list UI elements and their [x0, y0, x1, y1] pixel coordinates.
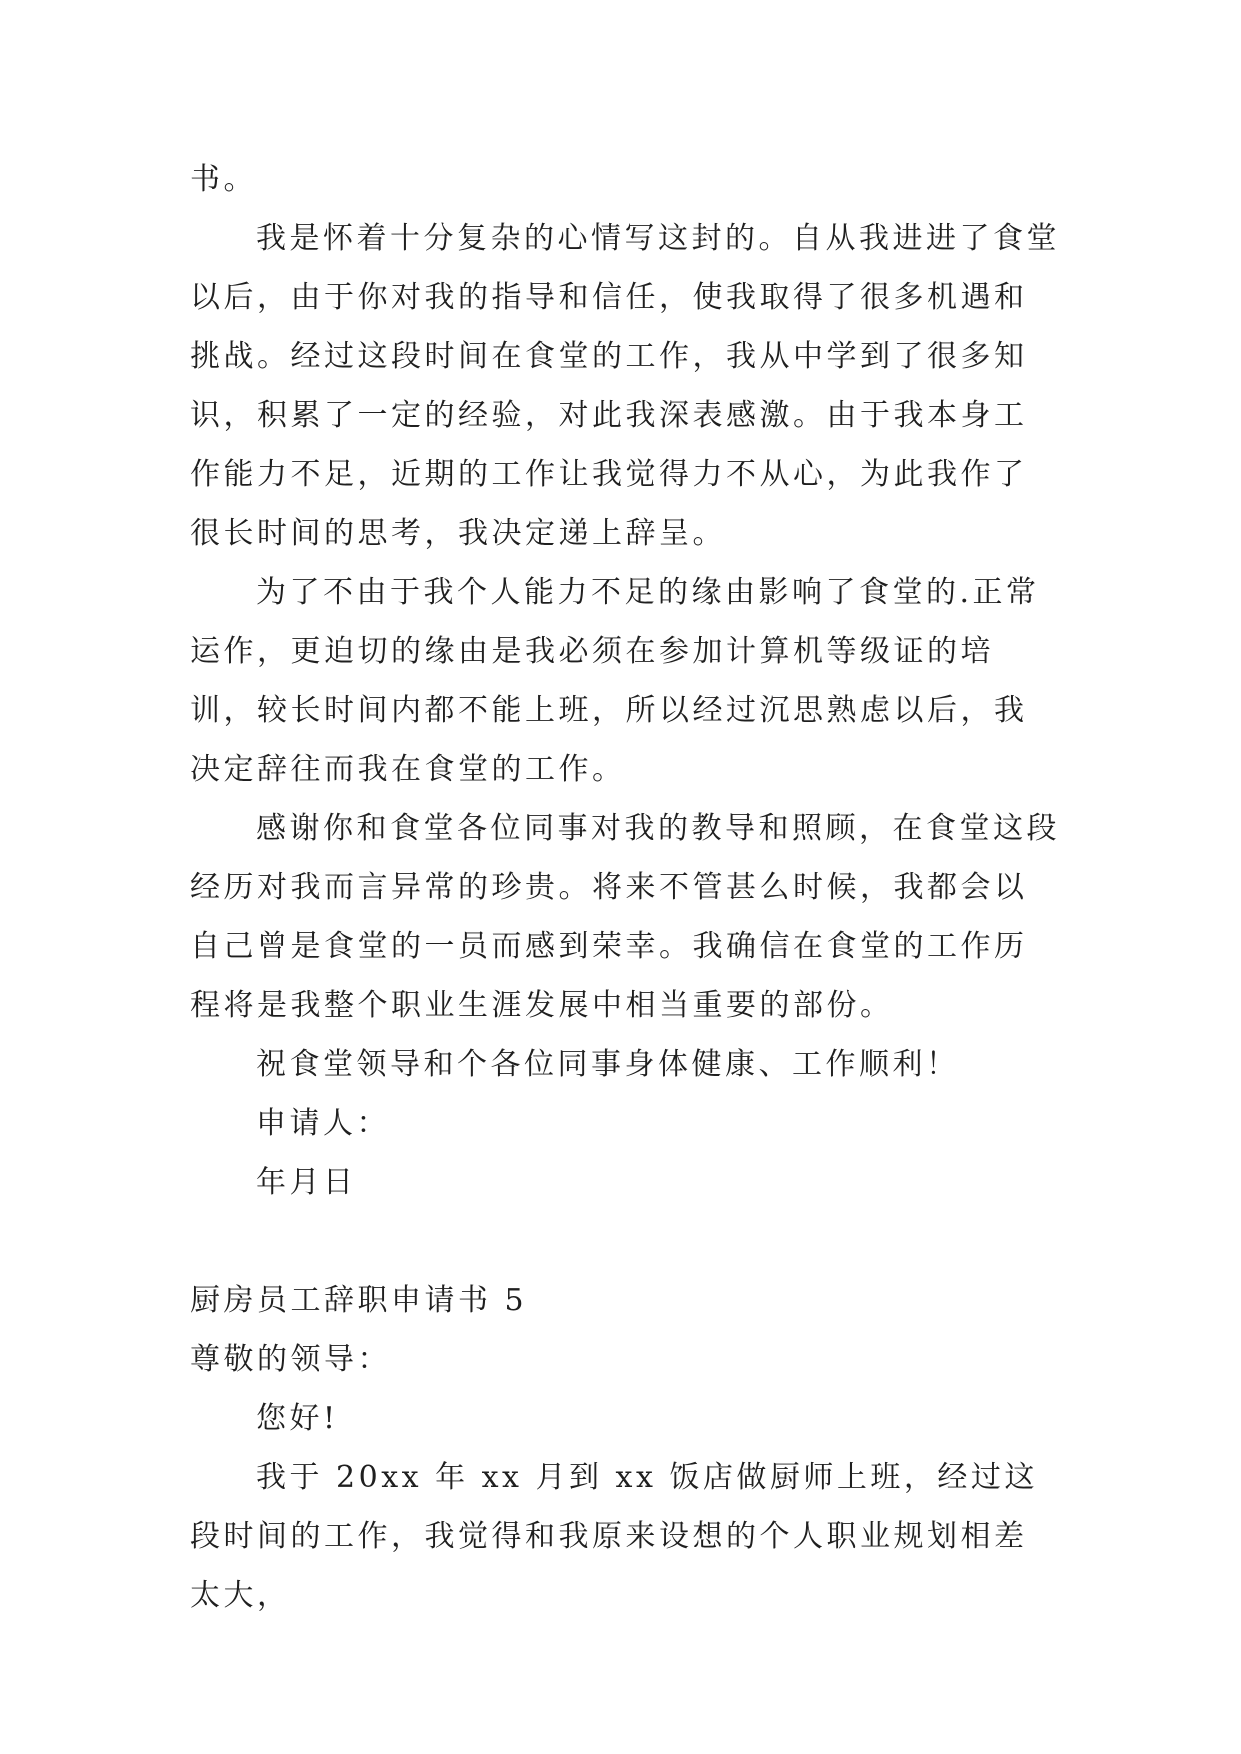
date-line: 年月日: [256, 1165, 357, 1200]
paragraph-intro: 我于 20xx 年 xx 月到 xx 饭店做厨师上班，经过这段时间的工作，我觉得和我原来设想的个人职业规划相差太大，: [190, 1460, 1038, 1613]
salutation: 尊敬的领导：: [190, 1342, 391, 1377]
blank-line: [190, 1212, 1060, 1271]
paragraph-gratitude-reason: 我是怀着十分复杂的心情写这封的。自从我进进了食堂以后，由于你对我的指导和信任，使我取得了很多机遇和挑战。经过这段时间在食堂的工作，我从中学到了很多知识，积累了一定的经验，对此我深表感激。由于我本身工作能力不足，近期的工作让我觉得力不从心，为此我作了很长时间的思考，我决定递上辞呈。: [190, 221, 1060, 551]
applicant-line: 申请人：: [256, 1106, 390, 1141]
text-line-continuation: 书。: [190, 162, 257, 197]
document-page: [190, 150, 1060, 1625]
paragraph-thanks: 感谢你和食堂各位同事对我的教导和照顾，在食堂这段经历对我而言异常的珍贵。将来不管甚么时候，我都会以自己曾是食堂的一员而感到荣幸。我确信在食堂的工作历程将是我整个职业生涯发展中相当重要的部份。: [190, 811, 1060, 1023]
section-title: 厨房员工辞职申请书 5: [190, 1283, 528, 1318]
paragraph-training-reason: 为了不由于我个人能力不足的缘由影响了食堂的.正常运作，更迫切的缘由是我必须在参加计算机等级证的培训，较长时间内都不能上班，所以经过沉思熟虑以后，我决定辞往而我在食堂的工作。: [190, 575, 1040, 787]
greeting: 您好!: [256, 1401, 339, 1436]
paragraph-wishes: 祝食堂领导和个各位同事身体健康、工作顺利！: [256, 1047, 960, 1082]
